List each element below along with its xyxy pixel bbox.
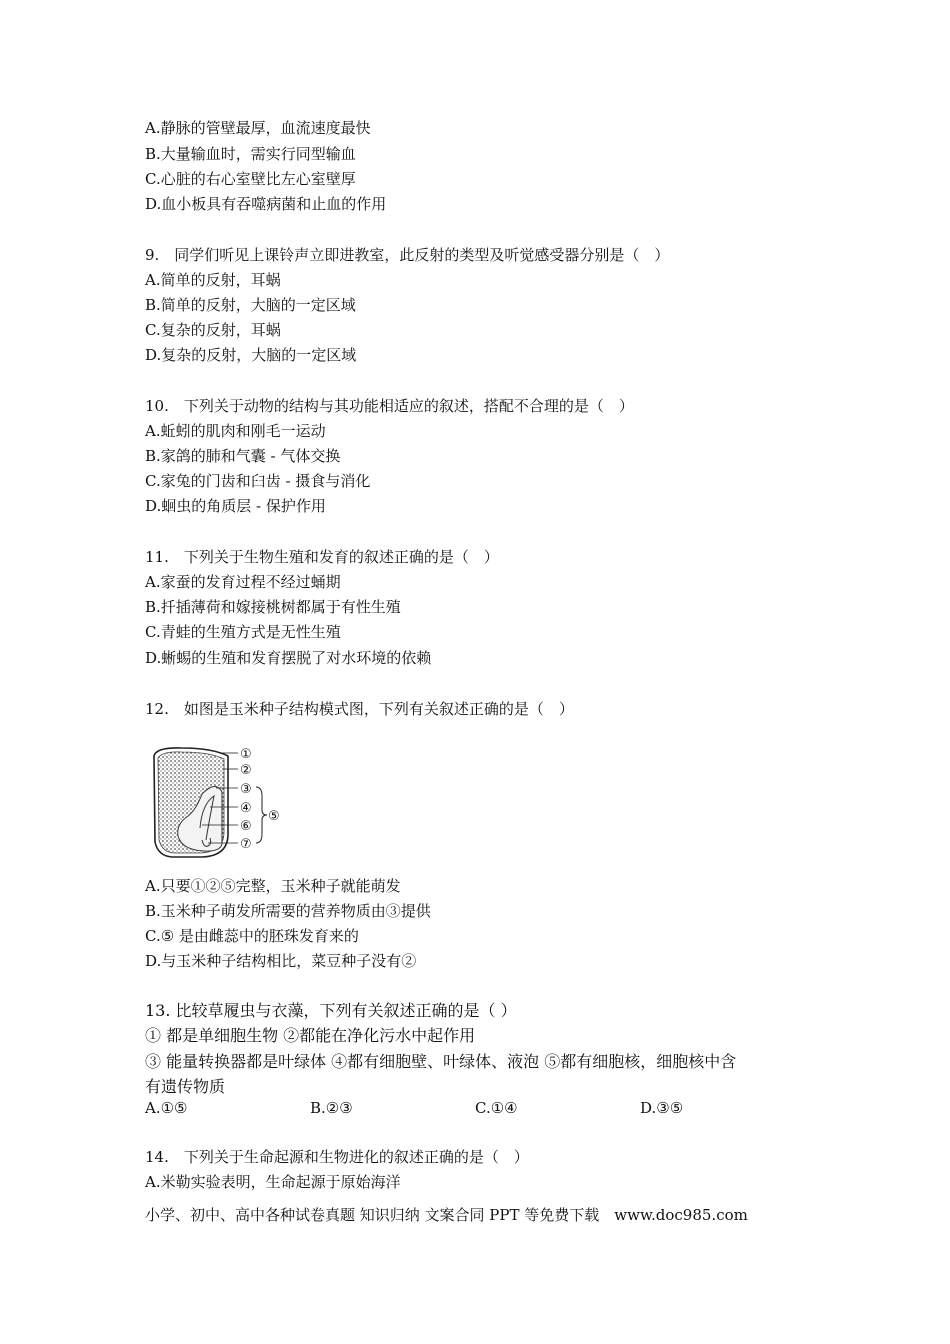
label-2: ② [240,763,252,778]
q10-option-c: C.家兔的门齿和臼齿 - 摄食与消化 [145,472,371,490]
q13-statements-3: 有遗传物质 [145,1077,226,1096]
q11-option-c: C.青蛙的生殖方式是无性生殖 [145,623,341,641]
q14-stem: 14. 下列关于生命起源和生物进化的叙述正确的是（ ） [145,1148,529,1166]
q11-stem: 11. 下列关于生物生殖和发育的叙述正确的是（ ） [145,548,499,566]
q13-statements-2: ③ 能量转换器都是叶绿体 ④都有细胞壁、叶绿体、液泡 ⑤都有细胞核，细胞核中含 [145,1052,737,1071]
label-5: ⑤ [268,809,280,824]
q9-option-a: A.简单的反射，耳蜗 [145,271,281,289]
q9-option-b: B.简单的反射，大脑的一定区域 [145,296,356,314]
q13-option-d: D.③⑤ [640,1099,684,1117]
label-3: ③ [240,782,252,797]
q11-option-b: B.扦插薄荷和嫁接桃树都属于有性生殖 [145,598,401,616]
label-1: ① [240,747,252,762]
q12-option-b: B.玉米种子萌发所需要的营养物质由③提供 [145,902,431,920]
q13-option-a: A.①⑤ [145,1099,188,1117]
q9-stem: 9. 同学们听见上课铃声立即进教室，此反射的类型及听觉感受器分别是（ ） [145,246,670,264]
q12-option-d: D.与玉米种子结构相比，菜豆种子没有② [145,952,417,970]
q8-option-d: D.血小板具有吞噬病菌和止血的作用 [145,195,387,213]
label-7: ⑦ [240,837,252,852]
q12-option-a: A.只要①②⑤完整，玉米种子就能萌发 [145,877,401,895]
q12-stem: 12. 如图是玉米种子结构模式图，下列有关叙述正确的是（ ） [145,700,574,718]
q13-option-c: C.①④ [475,1099,518,1117]
q10-stem: 10. 下列关于动物的结构与其功能相适应的叙述，搭配不合理的是（ ） [145,397,634,415]
q13-stem: 13. 比较草履虫与衣藻，下列有关叙述正确的是（ ） [145,1001,517,1020]
label-6: ⑥ [240,819,252,834]
page-footer: 小学、初中、高中各种试卷真题 知识归纳 文案合同 PPT 等免费下载 www.doc985.com [145,1206,748,1224]
q10-option-a: A.蚯蚓的肌肉和刚毛一运动 [145,422,326,440]
q13-option-b: B.②③ [310,1099,353,1117]
q10-option-d: D.蛔虫的角质层 - 保护作用 [145,497,326,515]
q12-option-c: C.⑤ 是由雌蕊中的胚珠发育来的 [145,927,359,945]
q8-option-b: B.大量输血时，需实行同型输血 [145,145,356,163]
q13-statements-1: ① 都是单细胞生物 ②都能在净化污水中起作用 [145,1026,476,1045]
q9-option-c: C.复杂的反射，耳蜗 [145,321,281,339]
q8-option-a: A.静脉的管壁最厚，血流速度最快 [145,119,371,137]
q11-option-a: A.家蚕的发育过程不经过蛹期 [145,573,341,591]
q10-option-b: B.家鸽的肺和气囊 - 气体交换 [145,447,341,465]
brace [256,787,267,843]
q14-option-a: A.米勒实验表明，生命起源于原始海洋 [145,1173,401,1191]
q11-option-d: D.蜥蜴的生殖和发育摆脱了对水环境的依赖 [145,649,432,667]
q8-option-c: C.心脏的右心室壁比左心室壁厚 [145,170,356,188]
corn-seed-diagram [142,744,282,860]
q9-option-d: D.复杂的反射，大脑的一定区域 [145,346,357,364]
label-4: ④ [240,801,252,816]
